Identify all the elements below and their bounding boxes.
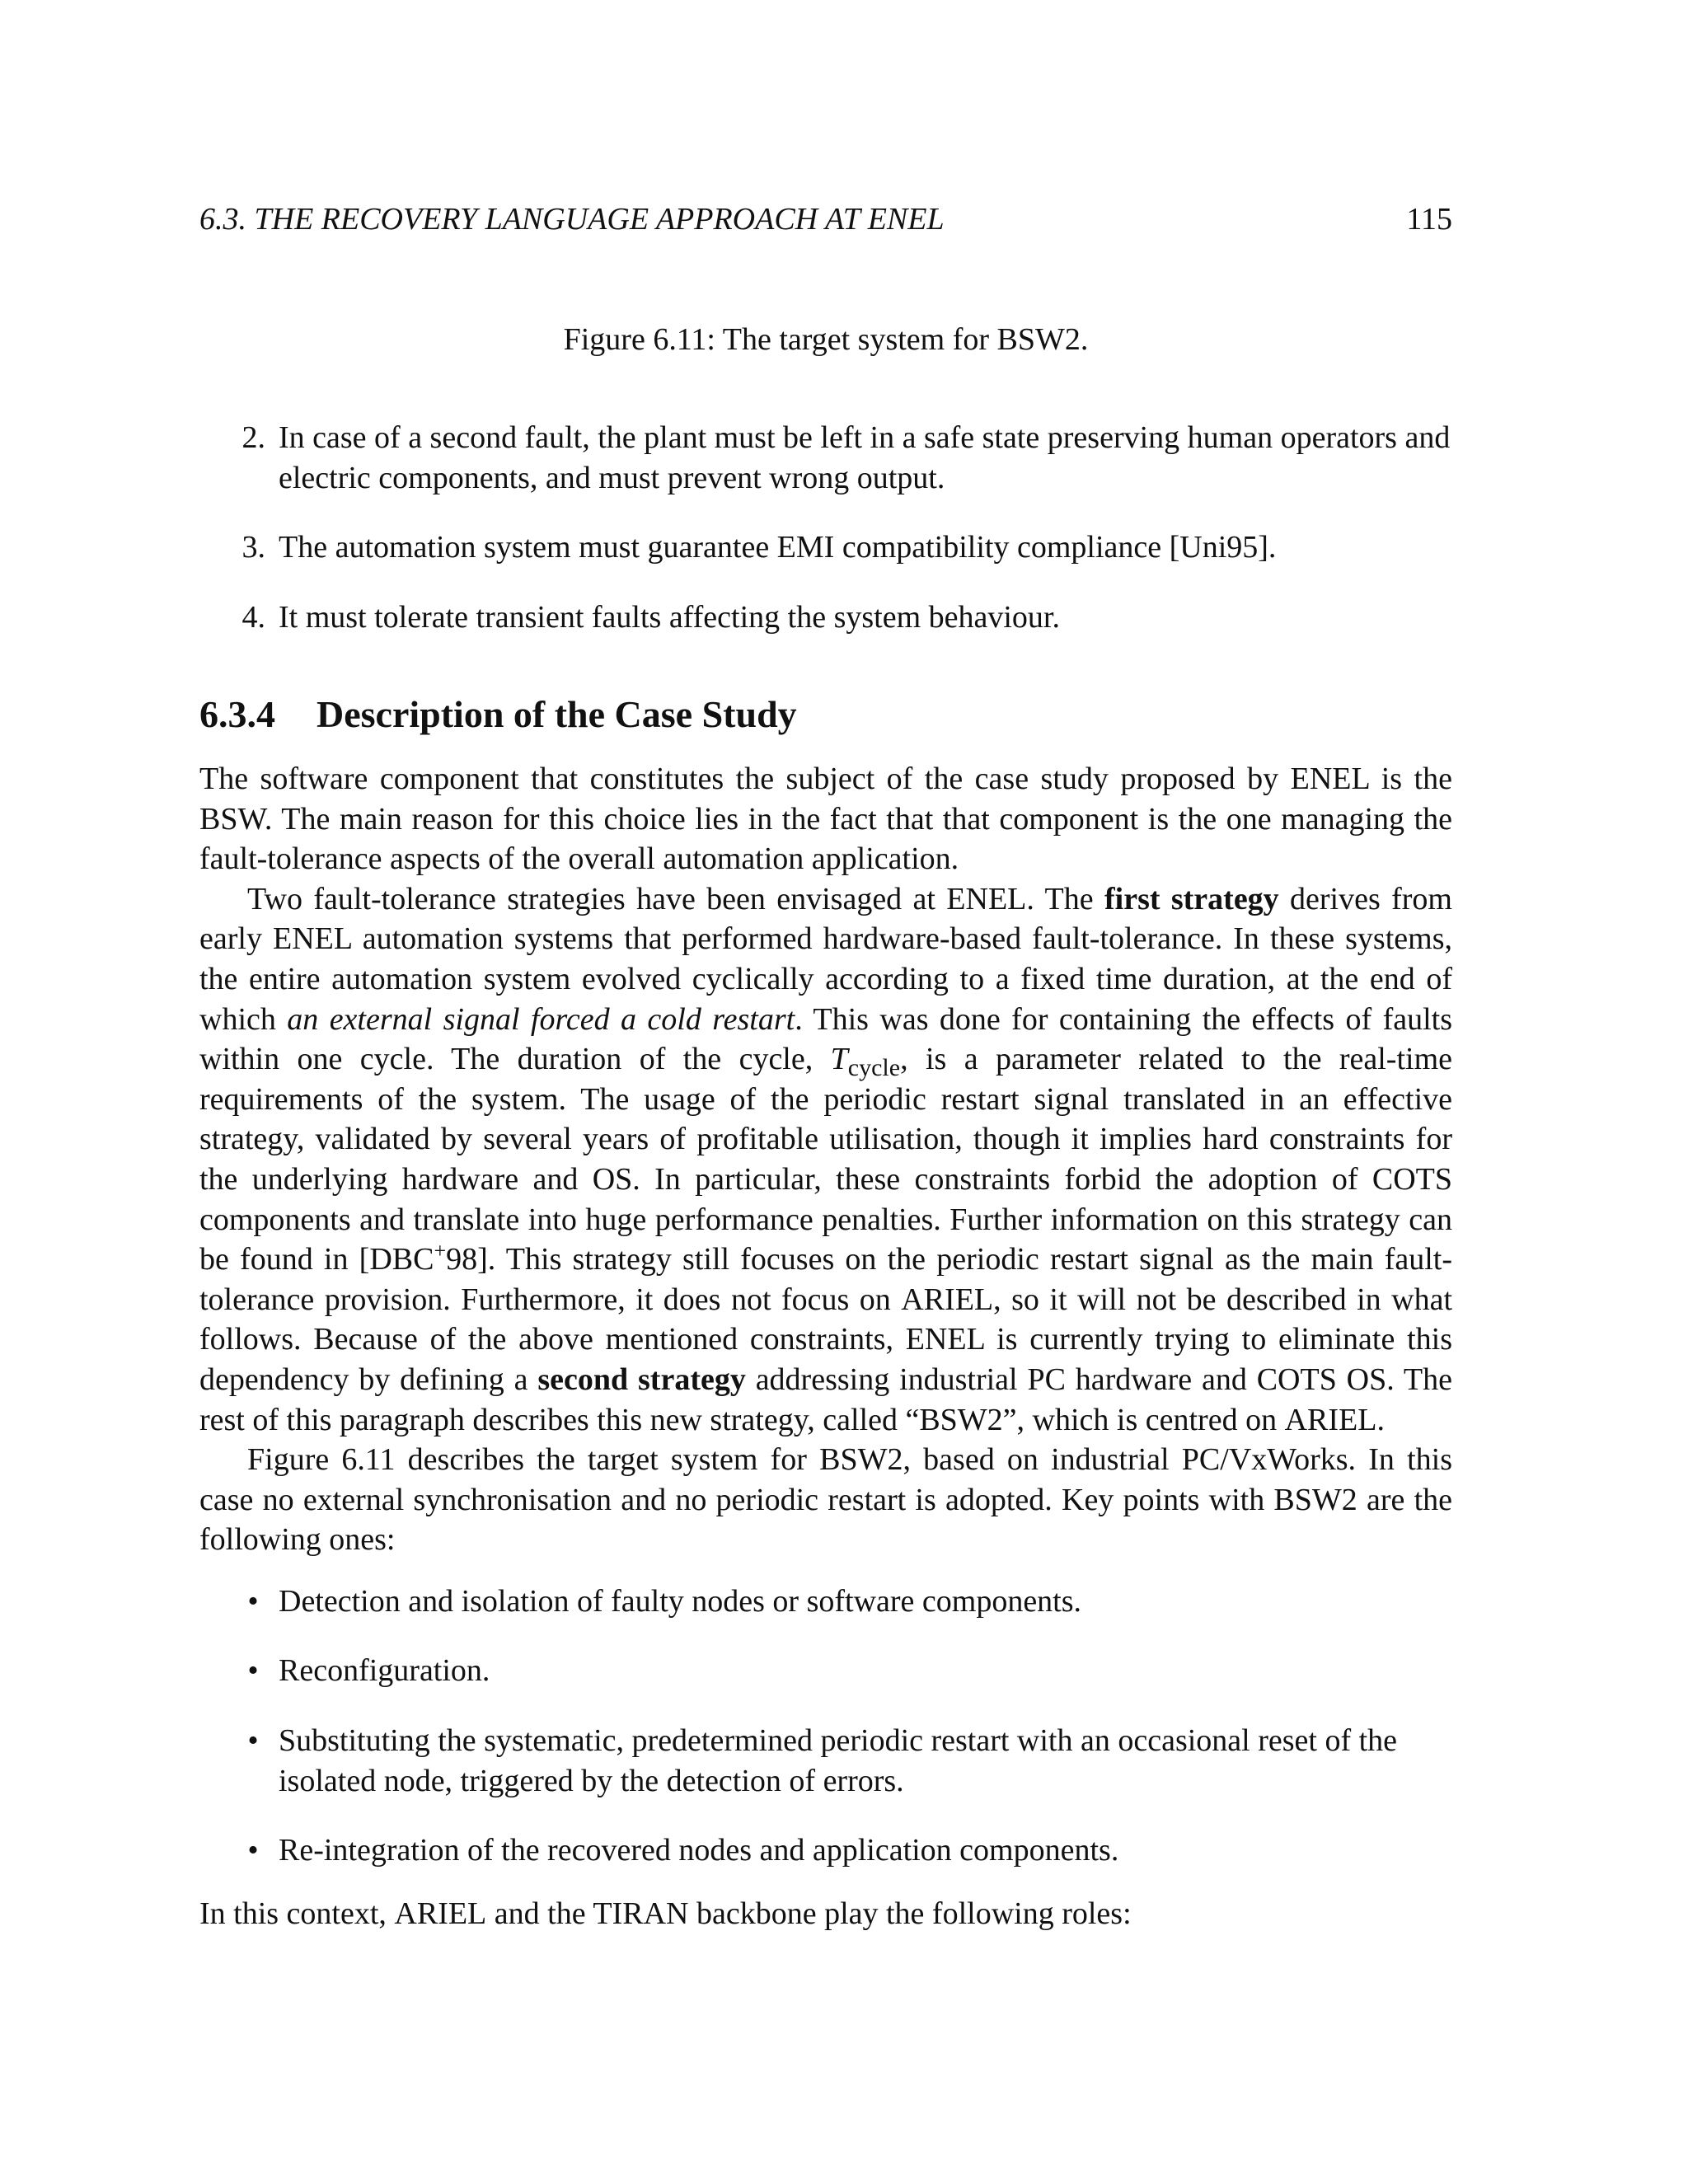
bullet: • bbox=[247, 1583, 259, 1619]
text-run: and the TIRAN backbone play the following roles: bbox=[486, 1896, 1132, 1931]
list-item bbox=[199, 527, 1452, 568]
list-number: 2. bbox=[241, 420, 265, 455]
paragraph: Figure 6.11 describes the target system for BSW2, based on industrial PC/VxWorks. In this case no external synchronisation and no periodic restart is adopted. Key points with BSW2 are the following ones: bbox=[199, 1442, 1452, 1558]
paragraph: The software component that constitutes the subject of the case study proposed by ENEL is the BSW. The main reason for this choice lies in the fact that that component is the one managing the fault-tolerance aspects of the overall automation application. bbox=[199, 762, 1452, 877]
list-item-text: Re-integration of the recovered nodes and application components. bbox=[279, 1833, 1119, 1868]
text-run: . bbox=[1376, 1402, 1385, 1437]
page bbox=[199, 0, 1452, 2184]
text-run: In this context, bbox=[199, 1896, 395, 1931]
bullet: • bbox=[247, 1833, 259, 1868]
section-heading bbox=[199, 692, 797, 737]
text-run: Two fault-tolerance strategies have been envisaged at ENEL. The bbox=[247, 881, 1104, 916]
small-caps-name: ARIEL bbox=[901, 1282, 994, 1317]
small-caps-name: ARIEL bbox=[1284, 1402, 1377, 1437]
small-caps-name: ARIEL bbox=[394, 1896, 487, 1931]
italic-phrase: an external signal forced a cold restart bbox=[287, 1001, 795, 1037]
section-number: 6.3.4 bbox=[199, 693, 275, 735]
text-run: , is a parameter related to the real-time requirements of the system. The usage of the periodic restart signal translated in an effective strategy, validated by several years of profitable utilisation, though it implies hard constraints for the underlying hardware and OS. In particular, these constraints forbid the adoption of COTS components and translate into huge performance penalties. Further information on this strategy can be found in [DBC bbox=[199, 1042, 1453, 1277]
math-subscript: cycle bbox=[847, 1054, 901, 1082]
paragraph bbox=[199, 879, 1452, 1440]
list-item-text: In case of a second fault, the plant must be left in a safe state preserving human operators and electric components, and must prevent wrong output. bbox=[279, 420, 1451, 495]
page-number: 115 bbox=[1406, 202, 1452, 237]
text-run: derives from early ENEL automation systems that performed hardware-based fault-tolerance. In these systems, the entire automation system evolved cyclically according to a fixed time duration, at the end of which bbox=[199, 881, 1452, 1037]
text-run: addressing industrial PC hardware and COTS OS. The rest of this paragraph describes this new strategy, called “BSW2”, which is centred on bbox=[199, 1361, 1452, 1437]
math-symbol bbox=[830, 1042, 901, 1082]
paragraph bbox=[199, 1894, 1452, 1934]
list-item bbox=[199, 1651, 1452, 1691]
list-item bbox=[199, 598, 1452, 638]
requirements-list bbox=[199, 418, 1452, 637]
list-item-text: The automation system must guarantee EMI compatibility compliance [Uni95]. bbox=[279, 530, 1277, 565]
bold-term: first strategy bbox=[1104, 881, 1279, 916]
list-item bbox=[199, 1721, 1452, 1801]
superscript: + bbox=[434, 1239, 447, 1263]
running-title: 6.3. THE RECOVERY LANGUAGE APPROACH AT ENEL bbox=[199, 202, 945, 237]
math-variable: T bbox=[830, 1042, 848, 1077]
list-number: 3. bbox=[241, 530, 265, 565]
list-number: 4. bbox=[241, 599, 265, 635]
list-item bbox=[199, 1582, 1452, 1622]
section-title: Description of the Case Study bbox=[316, 693, 797, 735]
list-item-text: Substituting the systematic, predetermined periodic restart with an occasional reset of the isolated node, triggered by the detection of errors. bbox=[279, 1723, 1398, 1798]
running-head bbox=[199, 199, 1452, 239]
text-run: , so it will not be described in what follows. Because of the above mentioned constraints, ENEL is currently trying to eliminate this dependency by defining a bbox=[199, 1282, 1452, 1397]
key-points-list bbox=[199, 1582, 1452, 1871]
body-text bbox=[199, 759, 1452, 1933]
list-item-text: It must tolerate transient faults affecting the system behaviour. bbox=[279, 599, 1060, 635]
text-run: 98]. This strategy still focuses on the periodic restart signal as the main fault-tolerance provision. Furthermore, it does not focus on bbox=[199, 1242, 1452, 1317]
list-item-text: Reconfiguration. bbox=[279, 1653, 490, 1689]
list-item bbox=[199, 418, 1452, 498]
bullet: • bbox=[247, 1653, 259, 1689]
bold-term: second strategy bbox=[537, 1361, 746, 1397]
list-item bbox=[199, 1830, 1452, 1871]
figure-caption: Figure 6.11: The target system for BSW2. bbox=[563, 322, 1089, 357]
bullet: • bbox=[247, 1723, 259, 1759]
list-item-text: Detection and isolation of faulty nodes or software components. bbox=[279, 1583, 1082, 1619]
text-run: . This was done for containing the effects of faults within one cycle. The duration of the cycle, bbox=[199, 1001, 1452, 1077]
